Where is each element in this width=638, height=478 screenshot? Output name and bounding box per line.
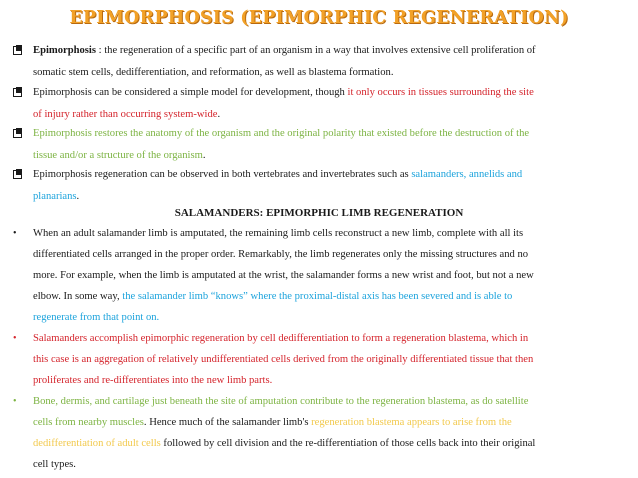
p3-line-2: tissue and/or a structure of the organism. <box>33 150 206 161</box>
b3-line-2: cells from nearby muscles. Hence much of the salamander limb's regeneration blastema appears to arise from the <box>33 417 512 428</box>
checkbox-bullet-icon <box>13 170 22 183</box>
b1-line-3: more. For example, when the limb is amputated at the wrist, the salamander forms a new wrist and foot, but not a new <box>33 270 534 281</box>
p4-line-2: planarians. <box>33 191 80 202</box>
bullet-dot-icon: • <box>13 396 17 407</box>
b1-line-4: elbow. In some way, the salamander limb “knows” where the proximal-distal axis has been severed and is able to <box>33 291 513 302</box>
term-epimorphosis: Epimorphosis <box>33 45 96 56</box>
p1-line-2: somatic stem cells, dedifferentiation, and reformation, as well as blastema formation. <box>33 67 394 78</box>
b1-line-2: differentiated cells arranged in the proper order. Remarkably, the limb regenerates only the missing structures and no <box>33 249 529 260</box>
checkbox-bullet-icon <box>13 46 22 59</box>
b3-line-1: Bone, dermis, and cartilage just beneath the site of amputation contribute to the regeneration blastema, as do satellite <box>33 396 529 407</box>
p2-line-2: of injury rather than occurring system-wide. <box>33 109 221 120</box>
section-heading: SALAMANDERS: EPIMORPHIC LIMB REGENERATION <box>174 207 464 219</box>
slide-title: EPIMORPHOSIS (EPIMORPHIC REGENERATION) <box>69 8 569 28</box>
b2-line-2: this case is an aggregation of relatively undifferentiated cells derived from the originally differentiated tissue that then <box>33 354 534 365</box>
b3-line-3: dedifferentiation of adult cells followed by cell division and the re-differentiation of those cells back into their original <box>33 438 536 449</box>
b2-line-1: Salamanders accomplish epimorphic regeneration by cell dedifferentiation to form a regeneration blastema, which in <box>33 333 529 344</box>
bullet-dot-icon: • <box>13 333 17 344</box>
b1-line-1: When an adult salamander limb is amputated, the remaining limb cells reconstruct a new limb, complete with all its <box>33 228 524 239</box>
p4-line-1: Epimorphosis regeneration can be observed in both vertebrates and invertebrates such as salamanders, annelids and <box>33 169 523 180</box>
checkbox-bullet-icon <box>13 88 22 101</box>
bullet-dot-icon: • <box>13 228 17 239</box>
b2-line-3: proliferates and re-differentiates into the new limb parts. <box>33 375 273 386</box>
p1-line-1: Epimorphosis : the regeneration of a specific part of an organism in a way that involves extensive cell proliferation of <box>33 45 536 56</box>
p2-line-1: Epimorphosis can be considered a simple model for development, though it only occurs in tissues surrounding the site <box>33 87 534 98</box>
checkbox-bullet-icon <box>13 129 22 142</box>
b1-line-5: regenerate from that point on. <box>33 312 160 323</box>
b3-line-4: cell types. <box>33 459 76 470</box>
p3-line-1: Epimorphosis restores the anatomy of the organism and the original polarity that existed before the destruction of the <box>33 128 530 139</box>
